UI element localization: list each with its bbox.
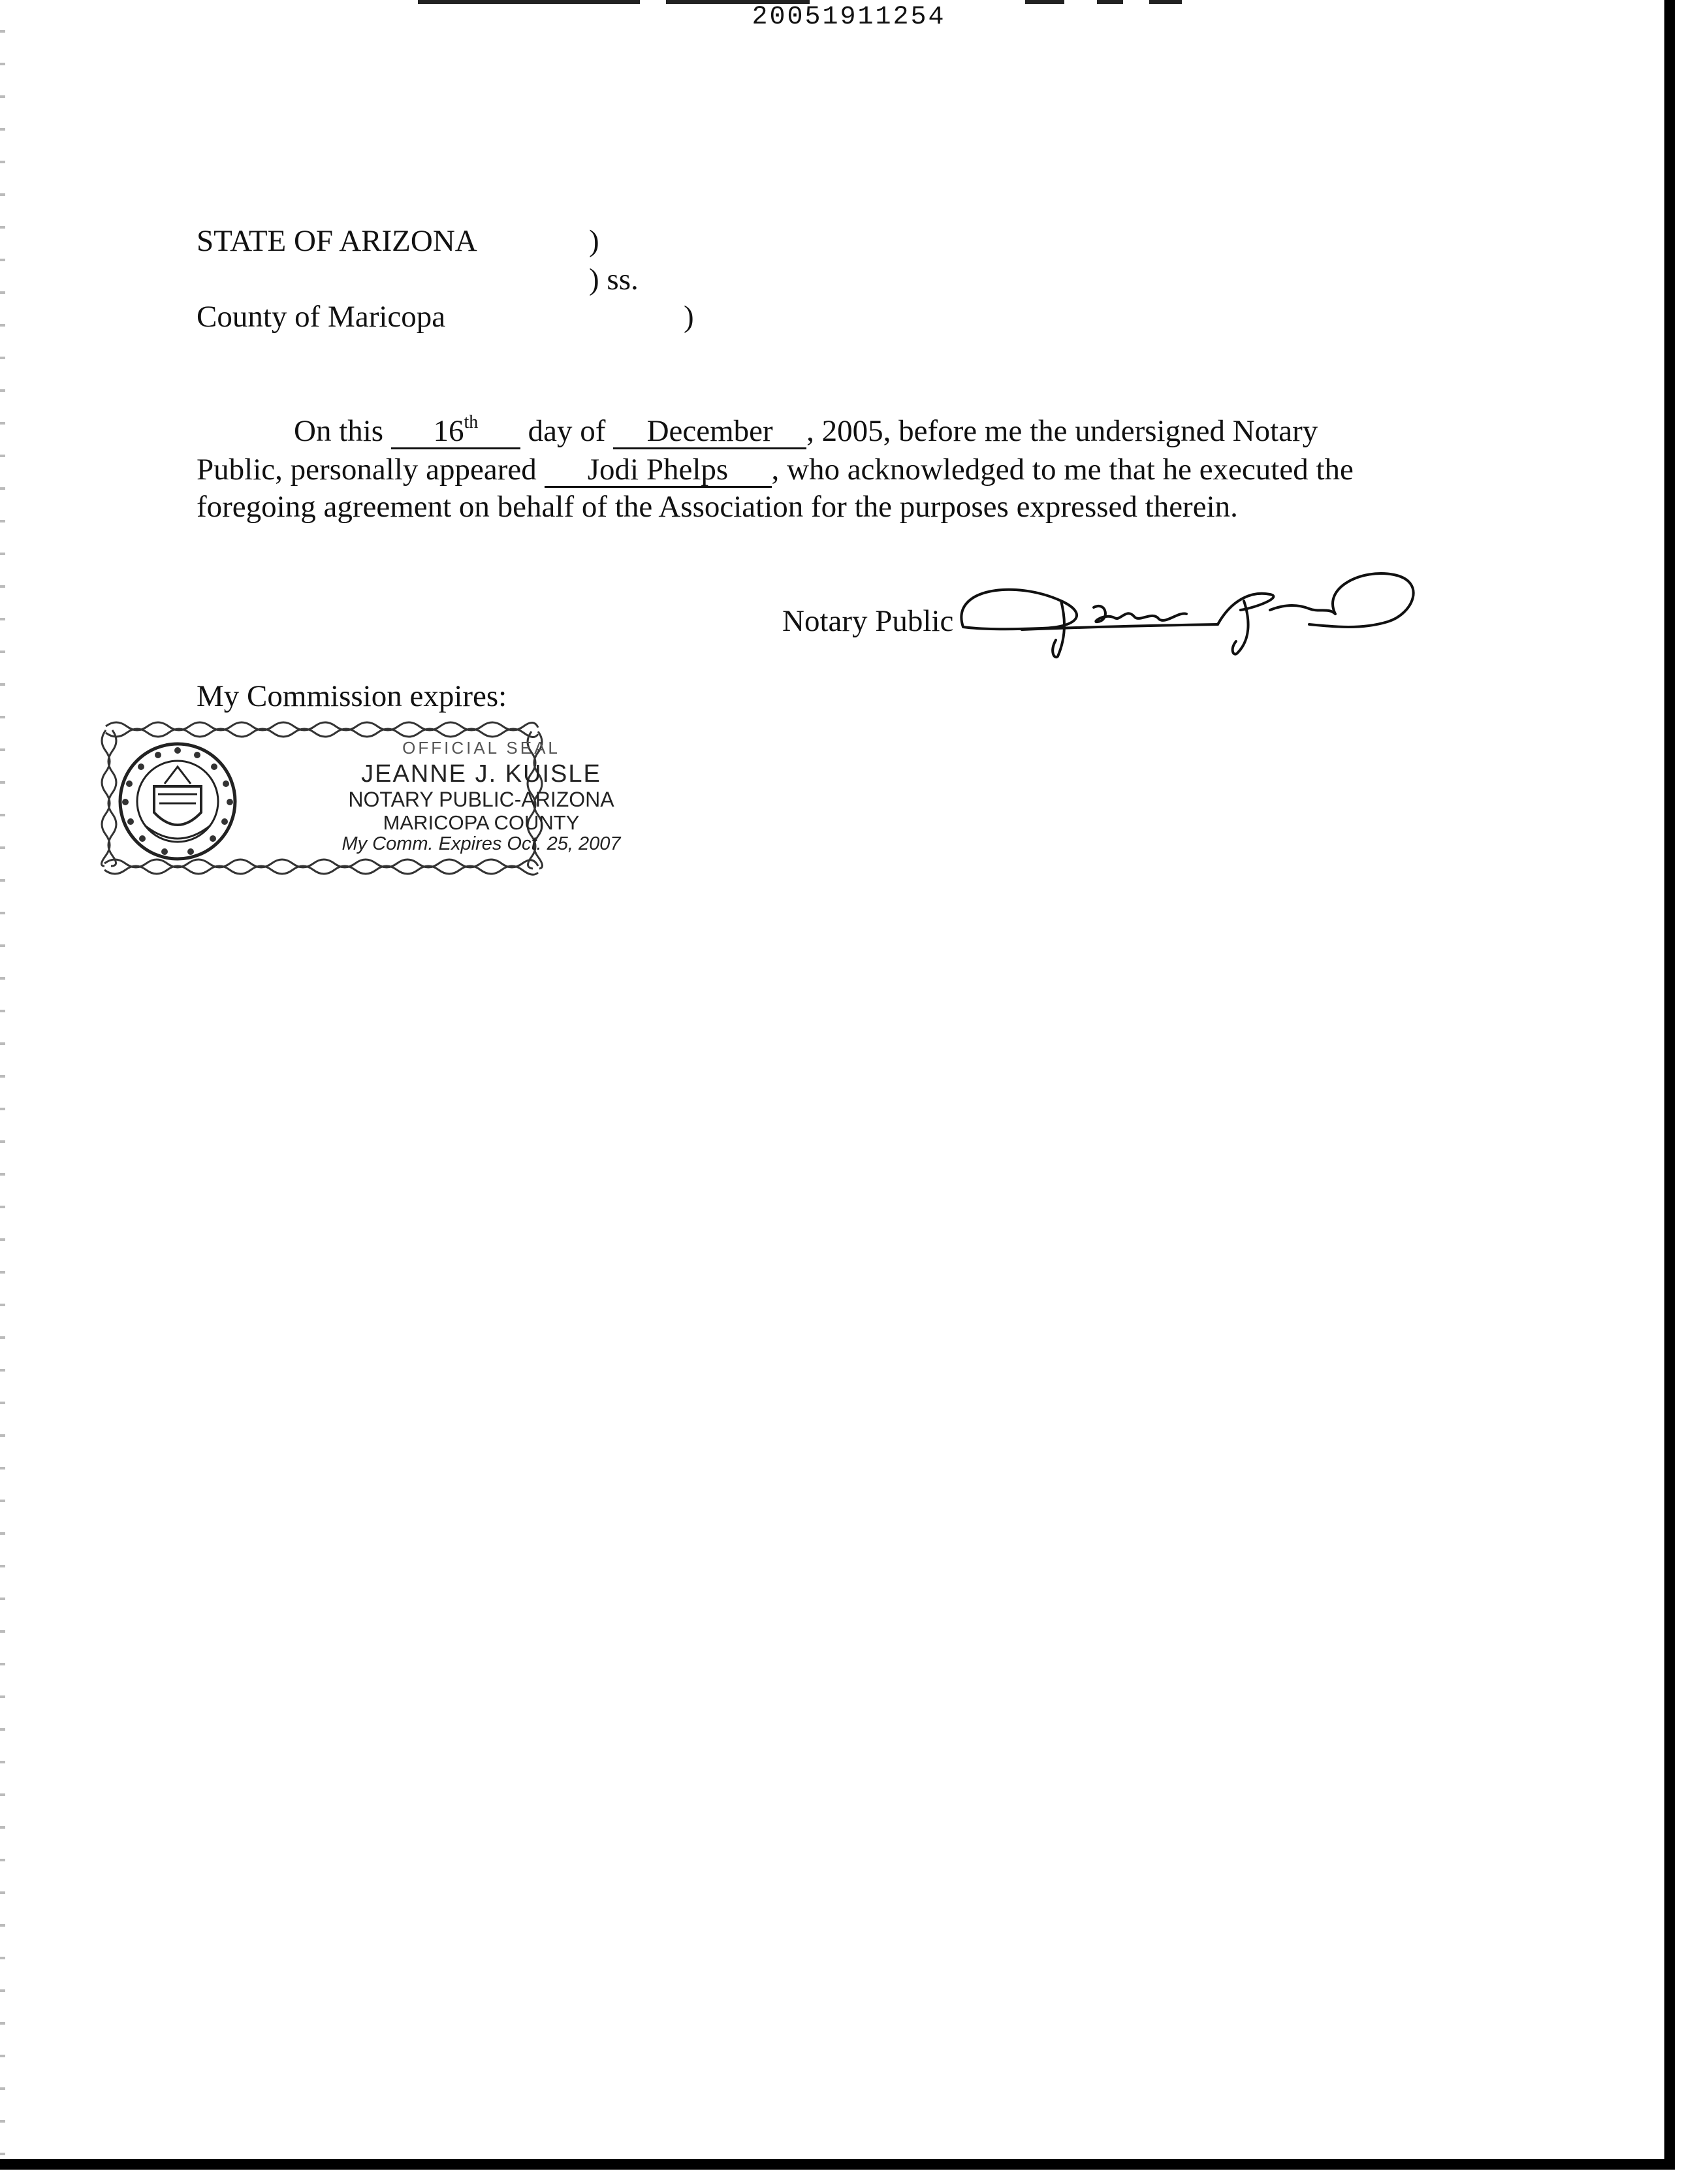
venue-paren-1: ) <box>589 224 599 258</box>
notary-public-label: Notary Public <box>782 604 954 638</box>
scan-border-right <box>1664 0 1675 2170</box>
notary-seal-stamp <box>99 721 621 878</box>
ack-line1-suffix: , 2005, before me the undersigned Notary <box>806 414 1318 448</box>
day-fill <box>391 412 520 449</box>
person-fill: Jodi Phelps <box>545 454 772 488</box>
scan-edge-specks <box>0 0 5 2155</box>
month-fill: December <box>613 415 806 449</box>
acknowledgment-line-3: foregoing agreement on behalf of the Association for the purposes expressed therein. <box>197 490 1238 524</box>
seal-role: NOTARY PUBLIC-ARIZONA <box>348 788 614 811</box>
venue-county: County of Maricopa <box>197 300 446 334</box>
ack-line2-suffix: , who acknowledged to me that he executed the <box>771 453 1354 487</box>
venue-paren-2: ) <box>684 300 694 334</box>
seal-name: JEANNE J. KUISLE <box>361 760 601 788</box>
acknowledgment-line-1 <box>294 412 1318 449</box>
acknowledgment-line-2 <box>197 454 1354 488</box>
ack-line1-prefix: On this <box>294 414 384 448</box>
ack-line1-middle: day of <box>528 414 606 448</box>
venue-ss: ) ss. <box>589 263 639 297</box>
ack-line2-prefix: Public, personally appeared <box>197 453 537 487</box>
commission-label: My Commission expires: <box>197 679 507 713</box>
recording-number: 20051911254 <box>752 3 946 32</box>
seal-expiration: My Comm. Expires Oct. 25, 2007 <box>341 833 621 854</box>
seal-county: MARICOPA COUNTY <box>383 811 580 834</box>
seal-title: OFFICIAL SEAL <box>402 738 560 758</box>
notary-signature <box>944 562 1427 666</box>
day-number: 16 <box>433 414 464 448</box>
day-suffix: th <box>464 412 479 432</box>
venue-state: STATE OF ARIZONA <box>197 224 477 258</box>
scan-border-bottom <box>0 2159 1675 2170</box>
